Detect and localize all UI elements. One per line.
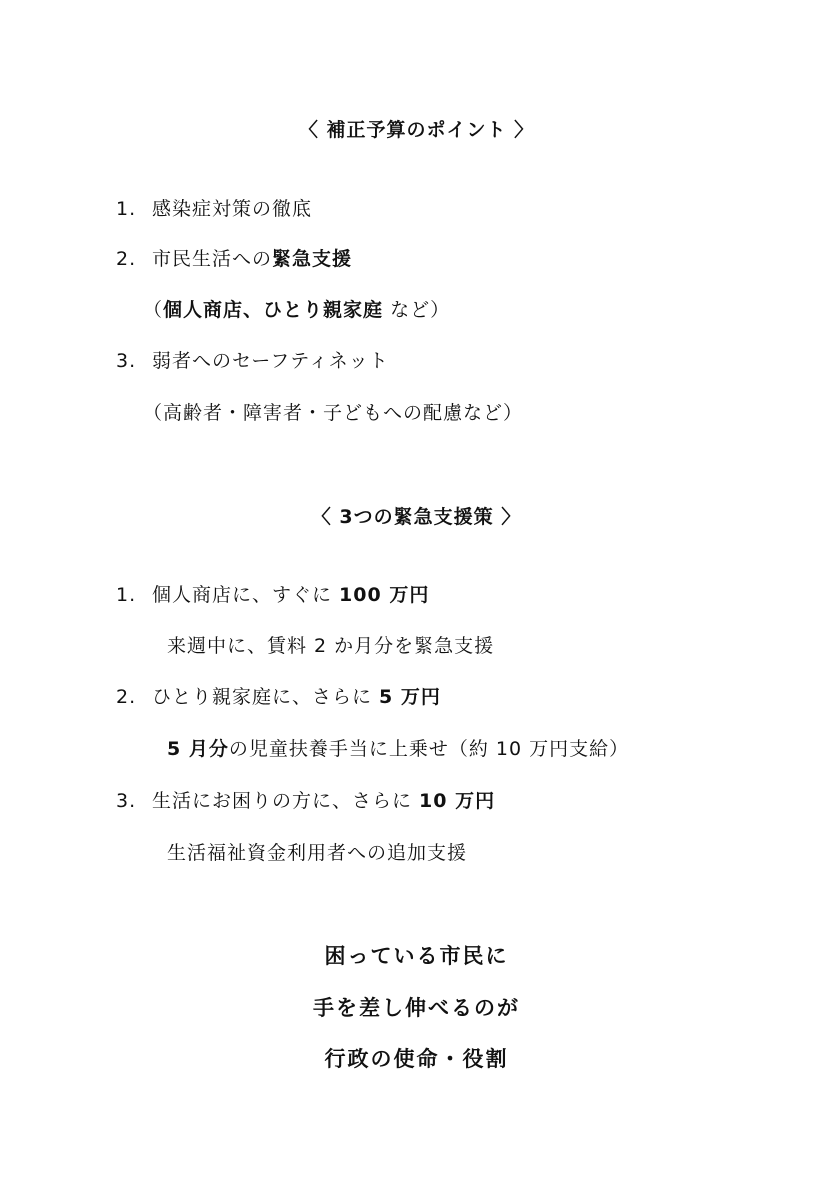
point-item-1 <box>116 196 312 222</box>
item-amount: 100 万円 <box>339 584 430 606</box>
item-number: 2. <box>116 248 137 270</box>
sub-text: など） <box>383 299 451 321</box>
detail-text: の児童扶養手当に上乗せ（約 10 万円支給） <box>228 738 630 760</box>
measure-item-1-detail: 来週中に、賃料 2 か月分を緊急支援 <box>167 635 495 657</box>
measure-item-2 <box>116 684 441 710</box>
measure-item-3-detail: 生活福祉資金利用者への追加支援 <box>167 842 468 864</box>
point-item-2-sub <box>143 297 450 323</box>
closing-line-1: 困っている市民に <box>324 944 509 968</box>
point-item-3 <box>116 348 389 374</box>
item-number: 3. <box>116 350 137 372</box>
item-number: 1. <box>116 584 137 606</box>
item-text: 弱者へのセーフティネット <box>152 350 389 372</box>
section2-heading: 〈 3つの緊急支援策 〉 <box>311 506 522 528</box>
closing-line-2: 手を差し伸べるのが <box>313 996 520 1020</box>
item-number: 2. <box>116 686 137 708</box>
sub-text-bold: 個人商店、ひとり親家庭 <box>163 299 384 321</box>
item-text: 市民生活への <box>152 248 273 270</box>
item-text: 感染症対策の徹底 <box>152 198 313 220</box>
closing-line-3: 行政の使命・役割 <box>324 1047 509 1071</box>
measure-item-1 <box>116 582 429 608</box>
item-number: 1. <box>116 198 137 220</box>
detail-text-bold: 5 月分 <box>167 738 229 760</box>
measure-item-2-detail <box>167 736 629 762</box>
measure-item-3 <box>116 788 495 814</box>
item-text: ひとり親家庭に、さらに <box>152 686 380 708</box>
item-text-bold: 緊急支援 <box>272 248 353 270</box>
item-text: 生活にお困りの方に、さらに <box>152 790 420 812</box>
item-text: 個人商店に、すぐに <box>152 584 340 606</box>
section1-heading: 〈 補正予算のポイント 〉 <box>298 119 535 141</box>
item-amount: 5 万円 <box>379 686 441 708</box>
item-number: 3. <box>116 790 137 812</box>
sub-open-paren: （ <box>143 299 164 321</box>
item-amount: 10 万円 <box>419 790 496 812</box>
point-item-2 <box>116 246 352 272</box>
point-item-3-sub: （高齢者・障害者・子どもへの配慮など） <box>143 402 524 424</box>
